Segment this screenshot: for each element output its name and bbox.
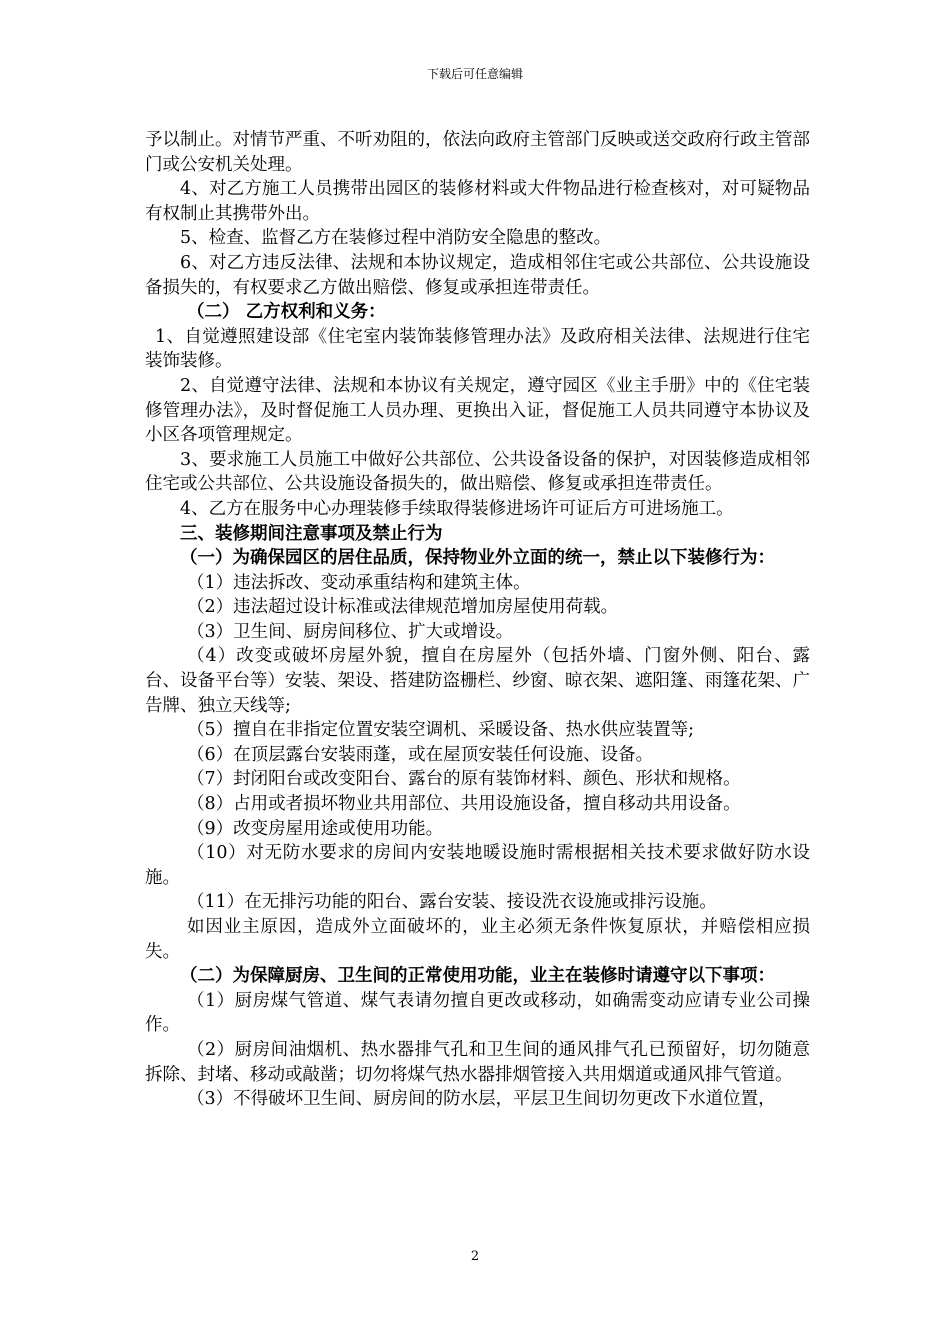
list-item: （2）违法超过设计标准或法律规范增加房屋使用荷载。 [187,597,619,618]
paragraph: 3、要求施工人员施工中做好公共部位、公共设备设备的保护，对因装修造成相邻住宅或公共部位、公共设施设备损失的，做出赔偿、修复或承担连带责任。 [145,449,810,495]
list-item: （1）厨房煤气管道、煤气表请勿擅自更改或移动，如确需变动应请专业公司操作。 [145,990,810,1036]
paragraph: 5、检查、监督乙方在装修过程中消防安全隐患的整改。 [180,228,612,249]
list-item: （8）占用或者损坏物业共用部位、共用设施设备，擅自移动共用设备。 [187,794,741,815]
list-item: （3）卫生间、厨房间移位、扩大或增设。 [187,621,514,642]
paragraph: 4、乙方在服务中心办理装修手续取得装修进场许可证后方可进场施工。 [180,498,734,519]
page-header: 下载后可任意编辑 [426,67,523,81]
section-heading: 三、装修期间注意事项及禁止行为 [180,523,443,544]
list-item: （9）改变房屋用途或使用功能。 [187,818,444,839]
list-item: （5）擅自在非指定位置安装空调机、采暖设备、热水供应装置等; [187,720,695,741]
list-item: （1）违法拆改、变动承重结构和建筑主体。 [187,572,531,593]
paragraph: 予以制止。对情节严重、不听劝阻的，依法向政府主管部门反映或送交政府行政主管部门或公安机关处理。 [145,130,810,175]
list-item: （6）在顶层露台安装雨蓬，或在屋顶安装任何设施、设备。 [187,744,654,765]
list-item: （11）在无排污功能的阳台、露台安装、接设洗衣设施或排污设施。 [187,892,717,913]
list-item: （4）改变或破坏房屋外貌，擅自在房屋外（包括外墙、门窗外侧、阳台、露台、设备平台等）安装、架设、搭建防盗栅栏、纱窗、晾衣架、遮阳篷、雨篷花架、广告牌、独立天线等; [145,646,810,716]
section-heading: （二）为保障厨房、卫生间的正常使用功能，业主在装修时请遵守以下事项： [180,966,775,987]
page-number: 2 [470,1249,480,1264]
paragraph: 2、自觉遵守法律、法规和本协议有关规定，遵守园区《业主手册》中的《住宅装修管理办法》，及时督促施工人员办理、更换出入证，督促施工人员共同遵守本协议及小区各项管理规定。 [145,375,810,446]
section-heading: （二） 乙方权利和义务： [187,302,386,323]
list-item: （10）对无防水要求的房间内安装地暖设施时需根据相关技术要求做好防水设施。 [145,843,810,888]
paragraph: 4、对乙方施工人员携带出园区的装修材料或大件物品进行检查核对，对可疑物品有权制止其携带外出。 [145,179,810,224]
paragraph: 1、自觉遵照建设部《住宅室内装饰装修管理办法》及政府相关法律、法规进行住宅装饰装修。 [145,326,810,372]
section-heading: （一）为确保园区的居住品质，保持物业外立面的统一，禁止以下装修行为： [180,548,775,569]
paragraph: 6、对乙方违反法律、法规和本协议规定，造成相邻住宅或公共部位、公共设施设备损失的，有权要求乙方做出赔偿、修复或承担连带责任。 [145,252,810,298]
paragraph: 如因业主原因，造成外立面破坏的，业主必须无条件恢复原状，并赔偿相应损失。 [145,917,810,962]
list-item: （3）不得破坏卫生间、厨房间的防水层，平层卫生间切勿更改下水道位置， [187,1089,776,1110]
document-body [145,128,810,1112]
list-item: （2）厨房间油烟机、热水器排气孔和卫生间的通风排气孔已预留好，切勿随意拆除、封堵、移动或敲凿；切勿将煤气热水器排烟管接入共用烟道或通风排气管道。 [145,1039,810,1085]
list-item: （7）封闭阳台或改变阳台、露台的原有装饰材料、颜色、形状和规格。 [187,769,741,790]
